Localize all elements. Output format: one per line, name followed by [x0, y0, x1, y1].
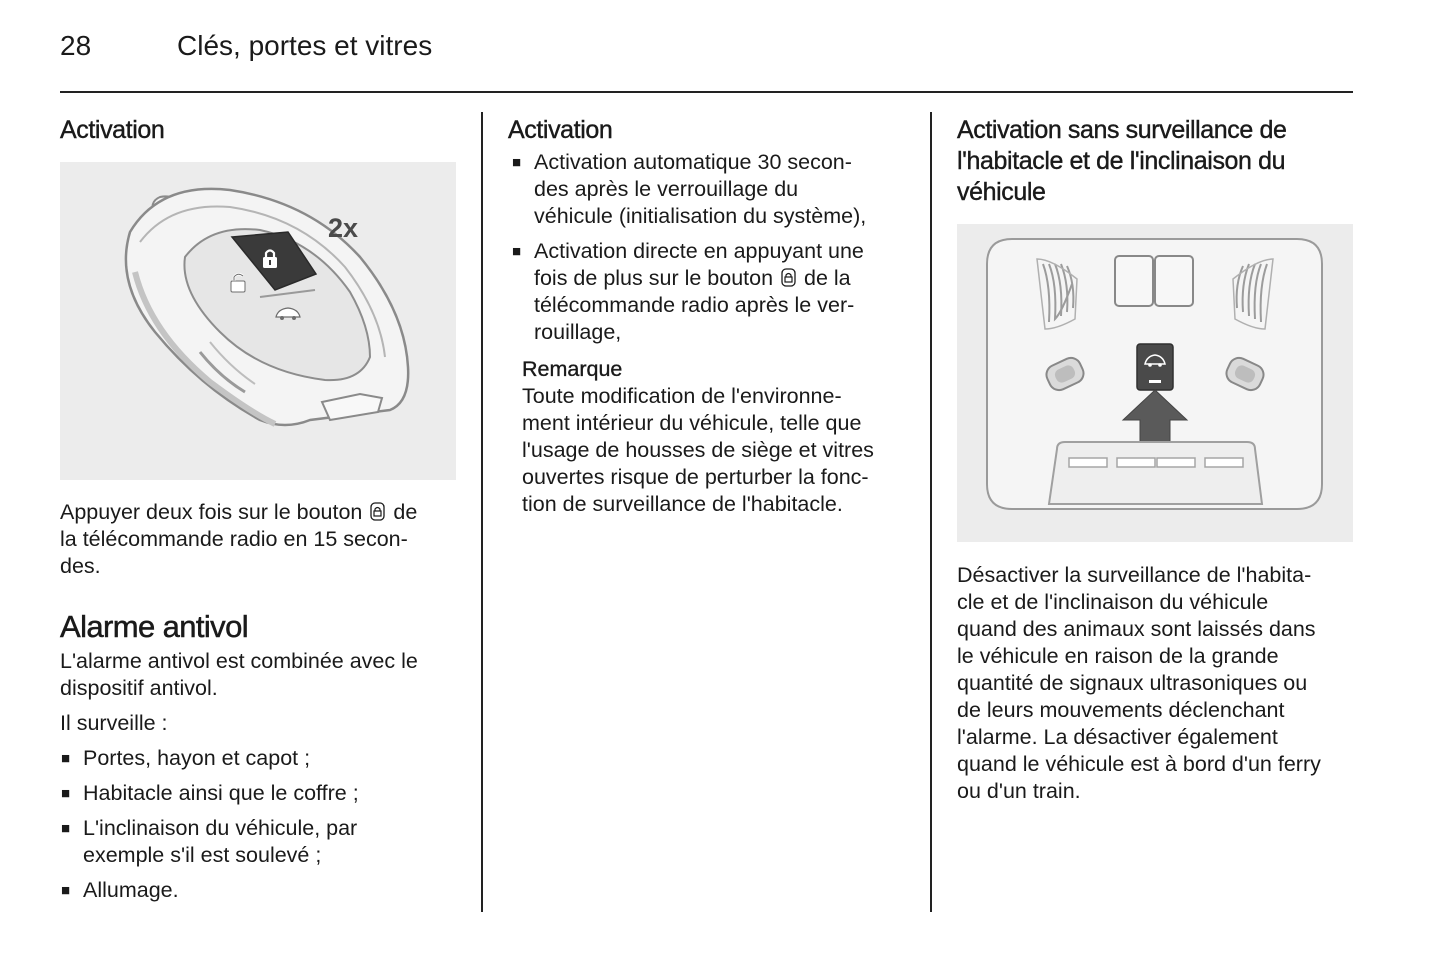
list-item: ■ Activation directe en appuyant une fois de plus sur le bouton de la télécommande radio après le ver- rouillage,: [511, 238, 908, 346]
monitored-list: [60, 745, 460, 904]
section-heading: Activation sans surveillance de l'habitacle et de l'inclinaison du véhicule: [957, 116, 1287, 206]
section-heading: Activation: [60, 116, 165, 144]
lock-button-icon: [370, 502, 385, 521]
activation-list: [511, 149, 908, 346]
section-heading: Activation: [508, 116, 613, 144]
column-divider-2: [930, 112, 932, 912]
remote-instruction: Appuyer deux fois sur le bouton de la télécommande radio en 15 secon- des.: [60, 500, 418, 578]
column-divider-1: [481, 112, 483, 912]
list-item: ■ Habitacle ainsi que le coffre ;: [60, 780, 460, 807]
note-text: Toute modification de l'environne- ment intérieur du véhicule, telle que l'usage de housses de siège et vitres ouvertes risque de perturber la fonc- tion de surveillance de l'habitacle.: [522, 384, 874, 516]
deactivation-text: Désactiver la surveillance de l'habita- cle et de l'inclinaison du véhicule quand des animaux sont laissés dans le véhicule en raison de la grande quantité de signaux ultrasoniques ou de leurs mouvements déclenchant l'alarme. La désactiver également quand le véhicule est à bord d'un ferry ou d'un train.: [957, 563, 1321, 803]
key-fob-figure: [60, 162, 456, 480]
note-title: Remarque: [522, 357, 623, 381]
column-2: [508, 115, 908, 518]
note-block: [522, 356, 908, 518]
press-count-label: 2x: [328, 213, 359, 243]
section-title: Alarme antivol: [60, 609, 249, 644]
monitors-label: Il surveille :: [60, 711, 168, 735]
list-item: ■ L'inclinaison du véhicule, par exemple s'il est soulevé ;: [60, 815, 460, 869]
list-item: ■ Portes, hayon et capot ;: [60, 745, 460, 772]
overhead-console-illustration: [957, 224, 1353, 542]
lock-button-icon: [781, 268, 796, 287]
alarm-intro: L'alarme antivol est combinée avec le dispositif antivol.: [60, 649, 418, 700]
key-fob-illustration: [60, 162, 456, 480]
column-3: [957, 115, 1357, 805]
header-rule: [60, 91, 1353, 93]
overhead-console-figure: [957, 224, 1353, 542]
column-1: [60, 115, 460, 904]
list-item: ■ Allumage.: [60, 877, 460, 904]
page-number: 28: [60, 30, 92, 61]
list-item: ■ Activation automatique 30 secon- des après le verrouillage du véhicule (initialisation du système),: [511, 149, 908, 230]
page-title: Clés, portes et vitres: [177, 30, 433, 61]
